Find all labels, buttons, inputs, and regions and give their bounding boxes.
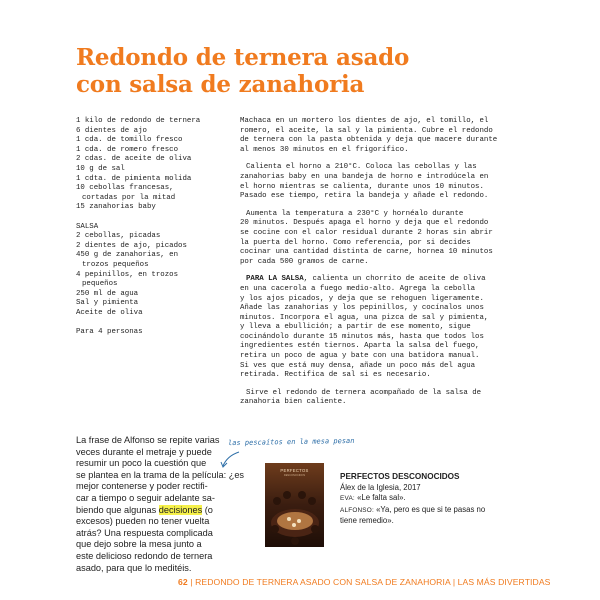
ingredient-item: 1 cdta. de pimienta molida [76, 174, 192, 183]
ingredient-item: 15 zanahorias baby [76, 203, 156, 212]
sauce-ingredient: Aceite de oliva [76, 308, 143, 317]
sauce-heading: SALSA [76, 222, 99, 231]
film-info: PERFECTOS DESCONOCIDOS Álex de la Iglesia, 2017 EVA: «Le falta sal». ALFONSO: «Ya, pero es que si te pasas no tiene remedio». [340, 472, 490, 526]
ingredient-item: 10 cebollas francesas, [76, 184, 174, 193]
sauce-step-label: PARA LA SALSA [246, 275, 304, 284]
sauce-ingredient: Sal y pimienta [76, 299, 139, 308]
ingredients-list [76, 117, 231, 338]
instructions [240, 117, 530, 416]
step-paragraph-2: Calienta el horno a 210°C. Coloca las cebollas y las zanahorias baby en una bandeja de horno e introdúcela en el horno mientras se calienta, durante unos 10 minutos. Pasado ese tiempo, retira la bandeja y añade el redondo. [240, 163, 489, 201]
film-title: PERFECTOS DESCONOCIDOS [340, 472, 460, 481]
ingredient-item: 10 g de sal [76, 164, 125, 173]
recipe-title [76, 44, 536, 98]
footer-running-title: | REDONDO DE TERNERA ASADO CON SALSA DE ZANAHORIA | LAS MÁS DIVERTIDAS [190, 577, 551, 587]
film-quote-eva: EVA: «Le falta sal». [340, 493, 406, 503]
recipe-title-line-1: Redondo de ternera asado [76, 44, 410, 71]
step-paragraph-1: Machaca en un mortero los dientes de ajo, el tomillo, el romero, el aceite, la sal y la pimienta. Cubre el redondo de ternera con la pasta obtenida y deja que macere durante al menos 30 minutos en el frigorífico. [240, 117, 498, 154]
ingredient-item: 2 cdas. de aceite de oliva [76, 155, 192, 164]
poster-subtitle: DESCONOCIDOS [283, 474, 306, 477]
sauce-ingredient: 2 cebollas, picadas [76, 232, 161, 241]
sauce-ingredient-continued: pequeños [82, 280, 118, 289]
film-commentary: La frase de Alfonso se repite varias veces durante el metraje y puede resumir un poco la cuestión que se plantea en la trama de la película: ¿es mejor contenerse y poder rectifi- car a tiempo o seguir adelante sa- biendo que algunas decisiones (o excesos) pueden no tener vuelta atrás? Una respuesta complicada que dejo sobre la mesa junto a este delicioso redondo de ternera asado, para que lo meditéis. [76, 435, 245, 573]
handwritten-note: las pescaítos en la mesa pesan [227, 436, 355, 448]
film-quote-alfonso: ALFONSO: «Ya, pero es que si te pasas no [340, 504, 486, 514]
dinner-table-illustration [265, 463, 324, 547]
arrow-icon [219, 450, 243, 470]
ingredient-item-continued: cortadas por la mitad [82, 193, 176, 202]
poster-title: PERFECTOS [280, 468, 309, 473]
page-footer [178, 577, 551, 587]
film-director-year: Álex de la Iglesia, 2017 [340, 483, 421, 493]
servings: Para 4 personas [76, 328, 143, 337]
ingredient-item: 6 dientes de ajo [76, 126, 147, 135]
sauce-ingredient: 450 g de zanahorias, en [76, 251, 179, 260]
step-paragraph-serve: Sirve el redondo de ternera acompañado de la salsa de zanahoria bien caliente. [240, 388, 482, 407]
movie-poster [265, 463, 324, 547]
ingredient-item: 1 kilo de redondo de ternera [76, 117, 201, 125]
sauce-ingredient: 4 pepinillos, en trozos [76, 270, 179, 279]
sauce-ingredient: 250 ml de agua [76, 289, 139, 298]
recipe-title-line-2: con salsa de zanahoria [76, 71, 365, 98]
step-paragraph-3: Aumenta la temperatura a 230°C y hornéalo durante 20 minutos. Después apaga el horno y deja que el redondo se cocine con el calor residual durante 2 horas sin abrir la puerta del horno. Como referencia, por si decides cocinar una cantidad distinta de carne, hornea 10 minutos por cada 500 gramos de carne. [240, 209, 493, 266]
step-paragraph-sauce: PARA LA SALSA, calienta un chorrito de aceite de oliva en una cacerola a fuego medio-alto. Agrega la cebolla y los ajos picados, y deja que se rehoguen ligeramente. Añade las zanahorias y los pepinillos, y cocínalos unos minutos. Incorpora el agua, una pizca de sal y pimienta, y lleva a ebullición; a partir de ese momento, sigue cocinándolo durante 15 minutos más, hasta que todos los ingredientes estén tiernos. Aparta la salsa del fuego, retira un poco de agua y bate con una batidora manual. Si ves que está muy densa, añade un poco más del agua retirada. Rectifica de sal si es necesario. [240, 275, 489, 380]
page-number: 62 [178, 577, 188, 587]
ingredient-item: 1 cda. de romero fresco [76, 145, 179, 154]
sauce-ingredient-continued: trozos pequeños [82, 260, 149, 269]
sauce-ingredient: 2 dientes de ajo, picados [76, 241, 187, 250]
ingredient-item: 1 cda. de tomillo fresco [76, 136, 183, 145]
highlighted-word: decisiones [158, 504, 203, 515]
